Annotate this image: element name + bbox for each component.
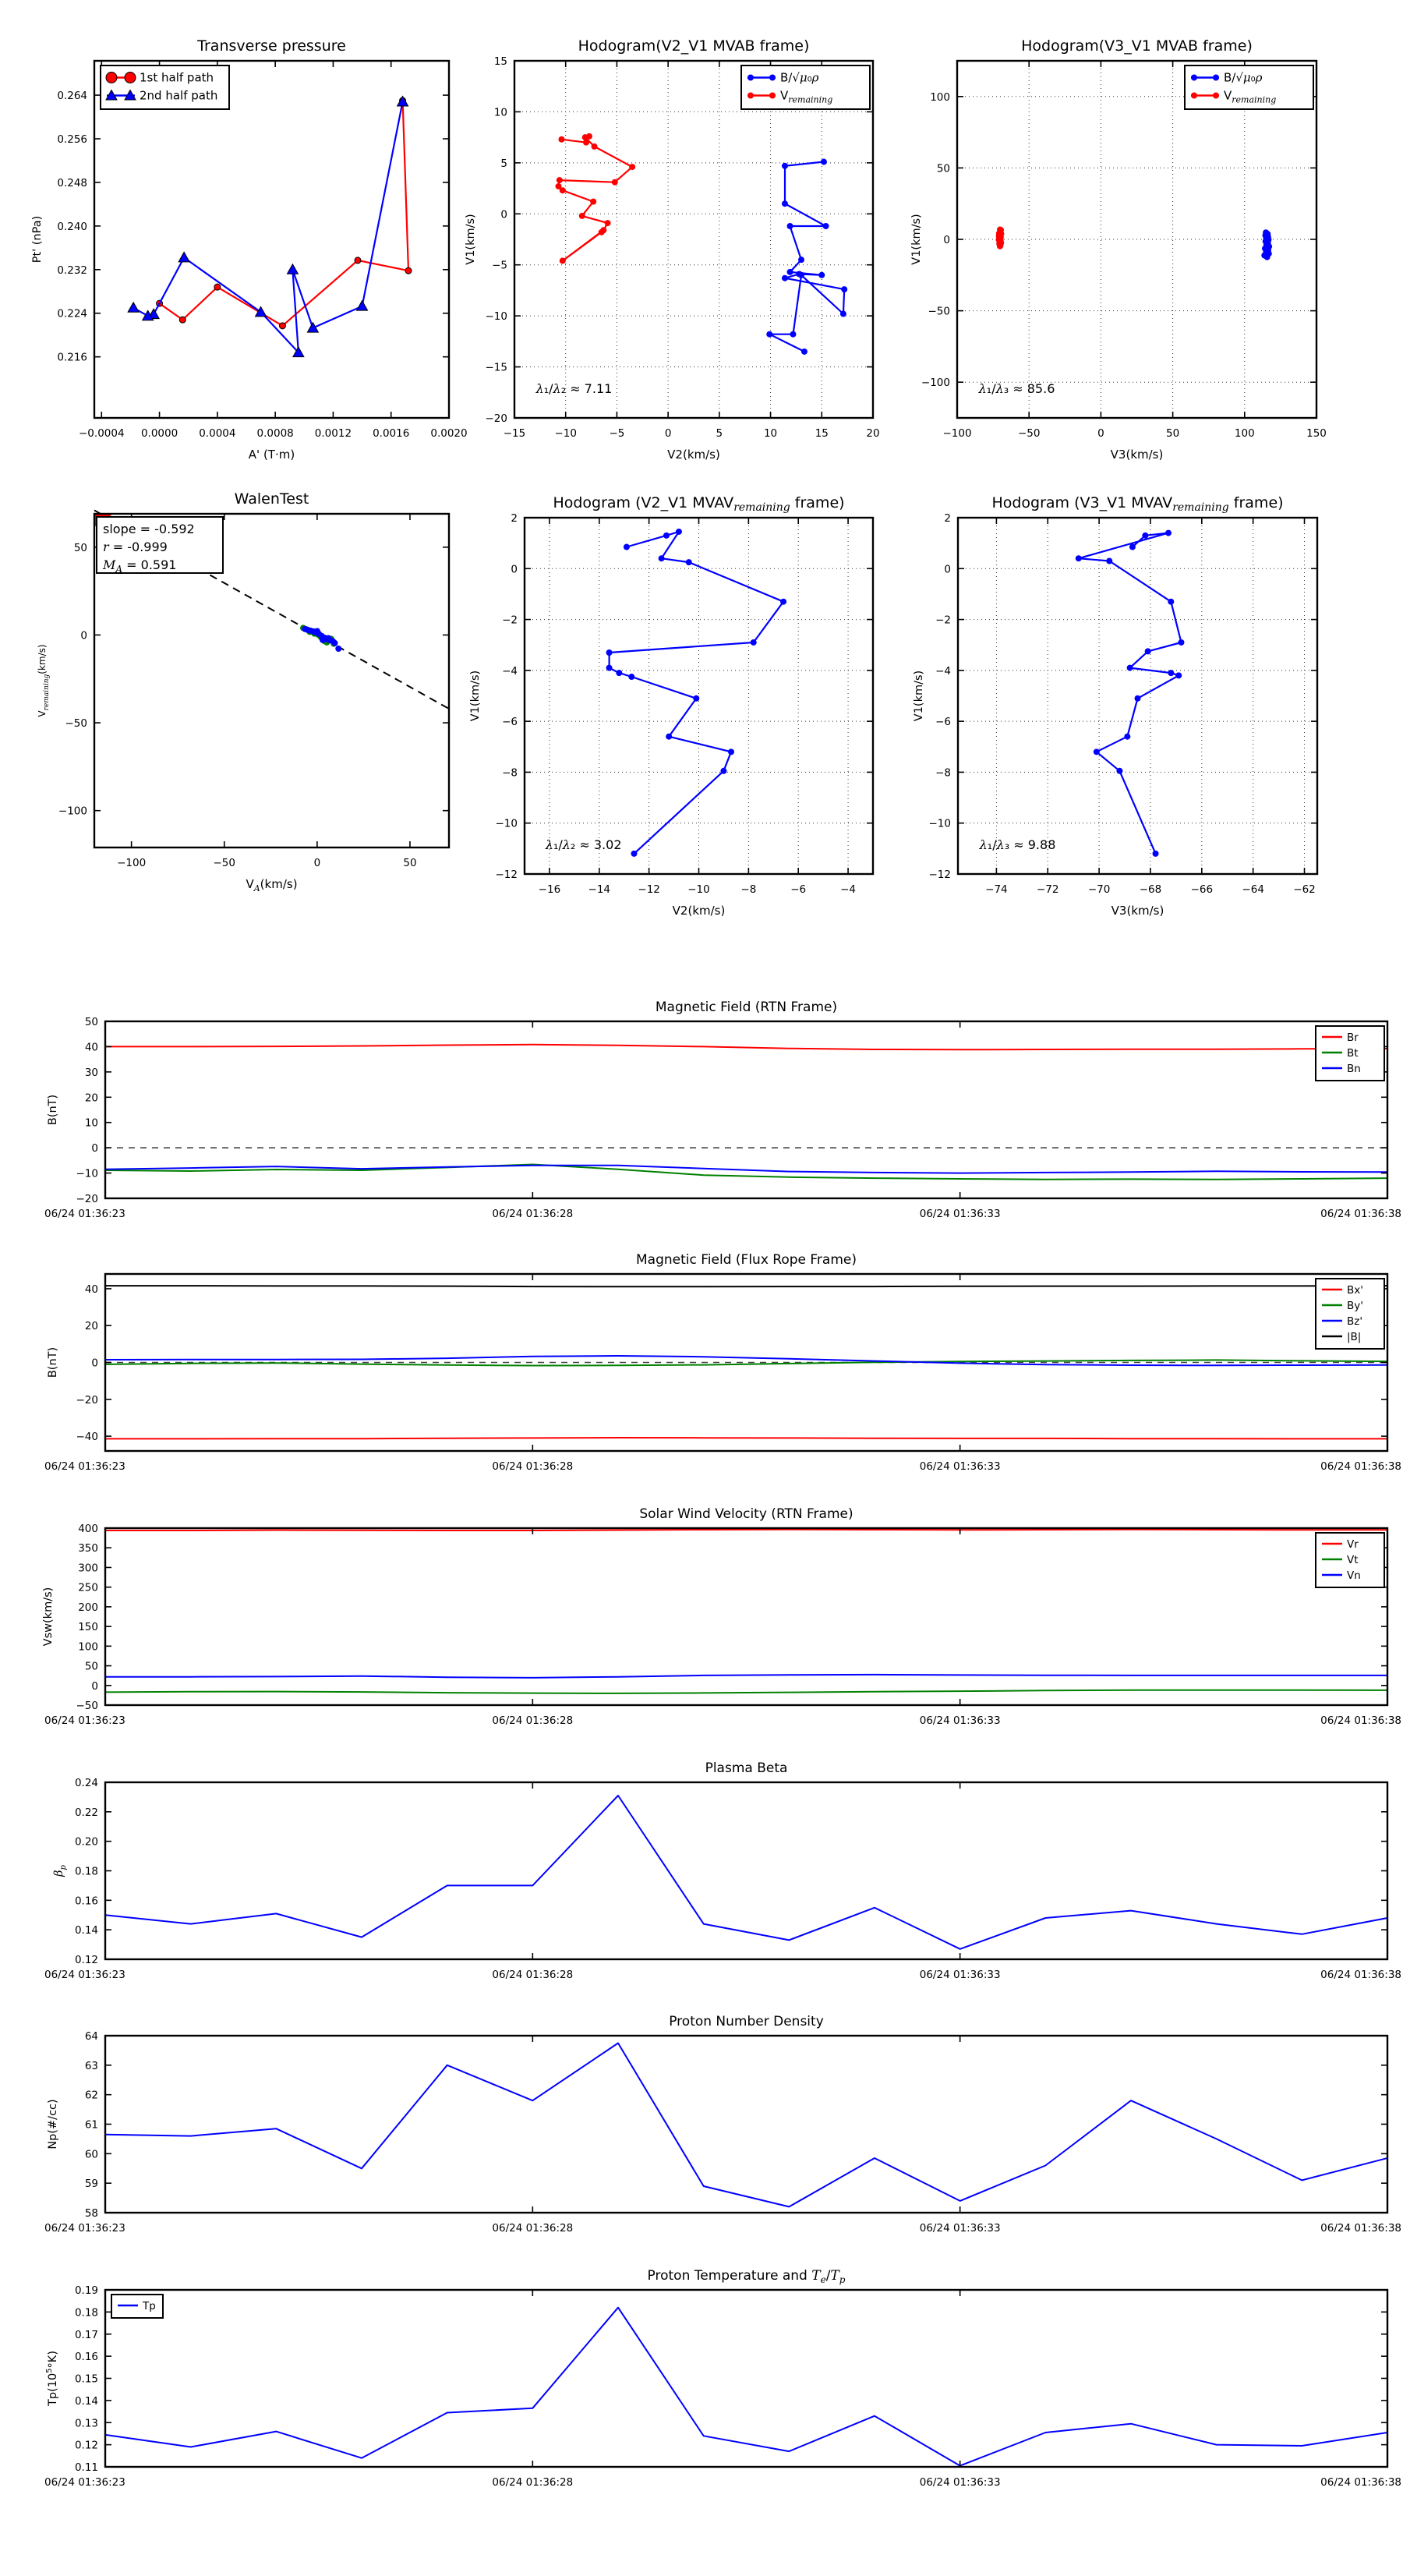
magnetic-flux-rope-legend-label: By' [1347, 1300, 1363, 1312]
walen-test-ylabel: $V_{remaining}(km/s)$ [37, 644, 51, 717]
hodogram-v3v1-mvab-legend-label: $V_{remaining}$ [1224, 88, 1277, 105]
magnetic-rtn-ytick: 40 [84, 1041, 98, 1054]
proton-temperature-ytick: 0.12 [74, 2439, 98, 2452]
solar-wind-velocity-xtick: 06/24 01:36:23 [44, 1714, 125, 1727]
magnetic-rtn-legend-label: Bt [1347, 1047, 1359, 1060]
walen-test-ytick: −100 [58, 805, 87, 818]
solar-wind-velocity-xtick: 06/24 01:36:28 [492, 1714, 574, 1727]
proton-temperature-ytick: 0.18 [74, 2306, 98, 2319]
walen-test-xtick: −50 [213, 857, 236, 869]
magnetic-flux-rope-ytick: 20 [84, 1320, 98, 1333]
hodogram-v2v1-mvab-xlabel: V2(km/s) [667, 448, 720, 462]
chart-hodogram-v2v1-mvab [465, 37, 880, 462]
hodogram-v3v1-mvab-series-b-sqrt-mu0-rho- [1261, 229, 1272, 260]
hodogram-v2v1-mvab-xtick: 0 [664, 427, 672, 440]
solar-wind-velocity-ylabel: Vsw(km/s) [42, 1587, 55, 1647]
magnetic-rtn-xtick: 06/24 01:36:33 [919, 1208, 1001, 1220]
hodogram-v2v1-mvav-annotation: λ₁/λ₂ ≈ 3.02 [545, 837, 622, 853]
hodogram-v2v1-mvab-series-b-sqrt-mu0-rho- [766, 159, 847, 355]
proton-density-xtick: 06/24 01:36:28 [492, 2222, 574, 2235]
walen-test-xtick: 0 [313, 857, 321, 869]
chart-proton-temperature [44, 2268, 1401, 2489]
magnetic-flux-rope-legend-label: Bx' [1347, 1284, 1363, 1297]
solar-wind-velocity-ytick: 150 [78, 1621, 98, 1634]
walen-test-xtick: −100 [117, 857, 147, 869]
transverse-pressure-ytick: 0.224 [57, 307, 87, 320]
hodogram-v2v1-mvab-ylabel: V1(km/s) [465, 214, 477, 265]
proton-density-series-np [105, 2043, 1387, 2207]
walen-test-stats-box [97, 517, 223, 575]
transverse-pressure-xtick: 0.0016 [373, 427, 410, 440]
magnetic-flux-rope-title: Magnetic Field (Flux Rope Frame) [636, 1252, 857, 1268]
hodogram-v2v1-mvav-xtick: −10 [687, 883, 710, 896]
hodogram-v2v1-mvab-legend-label: B/√μ₀ρ [780, 70, 819, 85]
hodogram-v2v1-mvab-xtick: 5 [716, 427, 723, 440]
hodogram-v3v1-mvab-ytick: −100 [921, 377, 950, 390]
proton-density-ytick: 62 [84, 2089, 98, 2102]
magnetic-rtn-ytick: 10 [84, 1116, 98, 1130]
magnetic-flux-rope-xtick: 06/24 01:36:33 [919, 1460, 1001, 1473]
solar-wind-velocity-title: Solar Wind Velocity (RTN Frame) [639, 1506, 853, 1522]
hodogram-v2v1-mvab-ytick: −10 [485, 310, 507, 324]
chart-plasma-beta [44, 1760, 1401, 1981]
proton-density-xtick: 06/24 01:36:33 [919, 2222, 1001, 2235]
solar-wind-velocity-legend-label: Vr [1347, 1538, 1359, 1551]
magnetic-rtn-xtick: 06/24 01:36:38 [1320, 1208, 1401, 1220]
hodogram-v2v1-mvab-xtick: −15 [503, 427, 526, 440]
hodogram-v3v1-mvab-series-v-remaining [995, 227, 1004, 249]
chart-walen-test [37, 490, 449, 893]
proton-temperature-ytick: 0.19 [74, 2284, 98, 2297]
hodogram-v3v1-mvav-xlabel: V3(km/s) [1111, 904, 1164, 918]
walen-test-ytick: 0 [80, 629, 87, 642]
chart-magnetic-flux-rope [44, 1252, 1401, 1473]
solar-wind-velocity-ytick: 200 [78, 1601, 98, 1614]
solar-wind-velocity-xtick: 06/24 01:36:33 [919, 1714, 1001, 1727]
magnetic-rtn-ytick: 30 [84, 1066, 98, 1079]
hodogram-v3v1-mvab-annotation: λ₁/λ₃ ≈ 85.6 [978, 380, 1055, 396]
hodogram-v3v1-mvab-xlabel: V3(km/s) [1110, 448, 1164, 462]
chart-transverse-pressure [31, 37, 468, 462]
transverse-pressure-title: Transverse pressure [197, 37, 346, 55]
hodogram-v3v1-mvav-xtick: −70 [1087, 883, 1111, 896]
hodogram-v2v1-mvav-ytick: −8 [502, 766, 518, 780]
proton-temperature-ylabel: $Tp(10^5^\circ K)$ [45, 2351, 59, 2406]
hodogram-v3v1-mvav-annotation: λ₁/λ₃ ≈ 9.88 [979, 837, 1056, 853]
transverse-pressure-xtick: 0.0004 [199, 427, 236, 440]
magnetic-flux-rope-legend-label: |B| [1347, 1331, 1362, 1343]
hodogram-v2v1-mvav-ytick: −10 [495, 817, 518, 830]
magnetic-rtn-legend [1316, 1026, 1384, 1081]
hodogram-v3v1-mvav-ytick: −10 [928, 817, 951, 830]
solar-wind-velocity-ytick: 350 [78, 1542, 98, 1555]
proton-density-xtick: 06/24 01:36:38 [1320, 2222, 1401, 2235]
hodogram-v3v1-mvab-xtick: −50 [1017, 427, 1041, 440]
hodogram-v2v1-mvab-xtick: 20 [866, 427, 880, 440]
proton-density-title: Proton Number Density [669, 2014, 824, 2029]
transverse-pressure-legend-label: 1st half path [140, 70, 214, 85]
hodogram-v3v1-mvav-title: Hodogram (V3_V1 $MVAV_{remaining}$ frame) [991, 494, 1284, 514]
hodogram-v2v1-mvav-xtick: −6 [790, 883, 807, 896]
proton-temperature-legend-label: Tp [143, 2300, 156, 2312]
hodogram-v3v1-mvav-xtick: −66 [1190, 883, 1214, 896]
magnetic-rtn-ylabel: B(nT) [47, 1094, 59, 1126]
hodogram-v3v1-mvav-xtick: −62 [1293, 883, 1316, 896]
proton-density-ytick: 64 [84, 2030, 98, 2043]
chart-hodogram-v3v1-mvav [913, 494, 1317, 918]
transverse-pressure-ytick: 0.264 [57, 90, 87, 103]
proton-density-ytick: 63 [84, 2059, 98, 2072]
hodogram-v3v1-mvab-ytick: −50 [928, 305, 950, 318]
solar-wind-velocity-legend-label: Vt [1347, 1554, 1359, 1566]
plasma-beta-series-beta-p [105, 1796, 1387, 1949]
magnetic-rtn-ytick: 20 [84, 1092, 98, 1105]
plasma-beta-title: Plasma Beta [705, 1760, 788, 1776]
solar-wind-velocity-series-vn [105, 1675, 1387, 1678]
magnetic-flux-rope-ytick: −40 [76, 1431, 98, 1444]
hodogram-v2v1-mvab-xtick: −10 [554, 427, 577, 440]
magnetic-rtn-ytick: 0 [91, 1142, 98, 1155]
magnetic-flux-rope-ytick: 0 [91, 1357, 98, 1370]
hodogram-v3v1-mvav-xtick: −74 [985, 883, 1008, 896]
hodogram-v2v1-mvav-ytick: 0 [511, 563, 518, 576]
proton-temperature-xtick: 06/24 01:36:28 [492, 2476, 574, 2489]
chart-hodogram-v2v1-mvav [469, 494, 873, 918]
proton-temperature-ytick: 0.11 [74, 2461, 98, 2474]
solar-wind-velocity-xtick: 06/24 01:36:38 [1320, 1714, 1401, 1727]
plasma-beta-ytick: 0.16 [74, 1895, 98, 1908]
chart-hodogram-v3v1-mvab [910, 37, 1327, 462]
hodogram-v3v1-mvab-xtick: 100 [1234, 427, 1255, 440]
magnetic-rtn-xtick: 06/24 01:36:28 [492, 1208, 574, 1220]
proton-temperature-ytick: 0.17 [74, 2328, 98, 2341]
hodogram-v2v1-mvab-ytick: 5 [500, 157, 507, 170]
plasma-beta-ytick: 0.14 [74, 1924, 98, 1937]
solar-wind-velocity-ytick: 100 [78, 1640, 98, 1654]
solar-wind-velocity-ytick: 300 [78, 1562, 98, 1575]
hodogram-v3v1-mvav-ytick: −2 [935, 614, 951, 627]
hodogram-v2v1-mvav-xtick: −16 [538, 883, 561, 896]
solar-wind-velocity-legend [1316, 1533, 1384, 1587]
transverse-pressure-series-1st-half-path [157, 97, 412, 329]
plasma-beta-xtick: 06/24 01:36:38 [1320, 1969, 1401, 1981]
hodogram-v2v1-mvab-xtick: −5 [609, 427, 625, 440]
plasma-beta-ytick: 0.18 [74, 1865, 98, 1878]
chart-proton-density [44, 2014, 1401, 2235]
hodogram-v3v1-mvav-ytick: 0 [944, 563, 951, 576]
transverse-pressure-xlabel: A' (T·m) [248, 448, 295, 462]
plasma-beta-xtick: 06/24 01:36:33 [919, 1969, 1001, 1981]
hodogram-v3v1-mvav-xtick: −72 [1037, 883, 1059, 896]
magnetic-flux-rope-ytick: 40 [84, 1283, 98, 1296]
proton-density-ylabel: Np(#/cc) [47, 2099, 59, 2150]
hodogram-v2v1-mvav-ytick: −12 [495, 869, 518, 881]
proton-density-ytick: 61 [84, 2118, 98, 2132]
magnetic-rtn-ytick: −20 [76, 1193, 98, 1205]
hodogram-v2v1-mvav-xtick: −4 [840, 883, 857, 896]
magnetic-rtn-ytick: −10 [76, 1167, 98, 1180]
plasma-beta-ytick: 0.22 [74, 1806, 98, 1819]
magnetic-rtn-title: Magnetic Field (RTN Frame) [655, 1000, 838, 1015]
magnetic-flux-rope-ytick: −20 [76, 1393, 98, 1407]
magnetic-flux-rope-xtick: 06/24 01:36:28 [492, 1460, 574, 1473]
proton-temperature-ytick: 0.16 [74, 2351, 98, 2364]
proton-temperature-xtick: 06/24 01:36:38 [1320, 2476, 1401, 2489]
hodogram-v3v1-mvab-ytick: 0 [943, 234, 950, 246]
hodogram-v2v1-mvav-series-b-hodogram [606, 529, 787, 857]
solar-wind-velocity-ytick: −50 [76, 1700, 98, 1712]
magnetic-rtn-legend-label: Br [1347, 1031, 1359, 1044]
plasma-beta-ylabel: $\beta_p$ [53, 1865, 68, 1877]
plasma-beta-xtick: 06/24 01:36:23 [44, 1969, 125, 1981]
hodogram-v2v1-mvav-xtick: −12 [638, 883, 660, 896]
hodogram-v2v1-mvav-ylabel: V1(km/s) [469, 670, 482, 722]
magnetic-rtn-series-br [105, 1045, 1387, 1050]
transverse-pressure-xtick: 0.0008 [256, 427, 294, 440]
proton-density-ytick: 58 [84, 2207, 98, 2220]
magnetic-flux-rope-legend [1316, 1279, 1384, 1349]
hodogram-v2v1-mvav-xtick: −8 [740, 883, 757, 896]
magnetic-flux-rope-legend-label: Bz' [1347, 1315, 1363, 1328]
hodogram-v3v1-mvab-title: Hodogram(V3_V1 MVAB frame) [1021, 37, 1253, 55]
solar-wind-velocity-legend-label: Vn [1347, 1569, 1361, 1582]
hodogram-v2v1-mvab-xtick: 15 [815, 427, 829, 440]
magnetic-flux-rope-ylabel: B(nT) [47, 1346, 59, 1378]
transverse-pressure-ylabel: Pt' (nPa) [31, 215, 44, 264]
walen-test-ytick: −50 [65, 717, 87, 731]
hodogram-v2v1-mvav-ytick: −4 [502, 664, 518, 678]
hodogram-v2v1-mvab-ytick: −20 [485, 412, 507, 425]
solar-wind-velocity-ytick: 250 [78, 1581, 98, 1594]
walen-test-series-blue-points [302, 626, 341, 652]
proton-density-xtick: 06/24 01:36:23 [44, 2222, 125, 2235]
hodogram-v2v1-mvav-ytick: 2 [511, 512, 518, 525]
transverse-pressure-ytick: 0.240 [57, 220, 87, 233]
proton-temperature-ytick: 0.15 [74, 2373, 98, 2386]
plasma-beta-xtick: 06/24 01:36:28 [492, 1969, 574, 1981]
hodogram-v3v1-mvav-xtick: −64 [1242, 883, 1264, 896]
hodogram-v2v1-mvab-legend [741, 65, 870, 109]
plasma-beta-ytick: 0.20 [74, 1835, 98, 1849]
hodogram-v3v1-mvav-ylabel: V1(km/s) [913, 670, 925, 722]
hodogram-v2v1-mvav-xtick: −14 [588, 883, 611, 896]
proton-temperature-title: Proton Temperature and $T_e/T_p$ [647, 2268, 846, 2285]
proton-temperature-xtick: 06/24 01:36:23 [44, 2476, 125, 2489]
transverse-pressure-xtick: 0.0012 [314, 427, 352, 440]
hodogram-v2v1-mvab-ytick: −15 [485, 361, 507, 374]
hodogram-v2v1-mvav-xlabel: V2(km/s) [672, 904, 726, 918]
hodogram-v3v1-mvab-xtick: −100 [942, 427, 972, 440]
hodogram-v3v1-mvav-xtick: −68 [1139, 883, 1162, 896]
hodogram-v2v1-mvav-ytick: −6 [502, 716, 518, 729]
hodogram-v2v1-mvab-xtick: 10 [763, 427, 778, 440]
solar-wind-velocity-ytick: 0 [91, 1679, 98, 1693]
hodogram-v2v1-mvab-series-v-remaining [556, 133, 636, 264]
magnetic-flux-rope-xtick: 06/24 01:36:38 [1320, 1460, 1401, 1473]
hodogram-v2v1-mvab-ytick: 0 [500, 208, 507, 221]
solar-wind-velocity-ytick: 400 [78, 1523, 98, 1535]
walen-test-xlabel: $V_A(km/s)$ [246, 877, 298, 893]
hodogram-v3v1-mvav-ytick: −12 [928, 869, 951, 881]
hodogram-v3v1-mvab-ylabel: V1(km/s) [910, 214, 923, 265]
hodogram-v3v1-mvab-legend [1185, 65, 1313, 109]
magnetic-rtn-ytick: 50 [84, 1016, 98, 1028]
transverse-pressure-xtick: 0.0020 [430, 427, 468, 440]
hodogram-v3v1-mvav-ytick: −6 [935, 716, 951, 729]
hodogram-v3v1-mvav-ytick: −8 [935, 766, 951, 780]
hodogram-v3v1-mvab-xtick: 50 [1166, 427, 1180, 440]
transverse-pressure-legend-label: 2nd half path [140, 88, 218, 103]
transverse-pressure-xtick: −0.0004 [79, 427, 125, 440]
hodogram-v3v1-mvab-ytick: 100 [930, 90, 950, 104]
hodogram-v3v1-mvab-ytick: 50 [936, 162, 950, 175]
transverse-pressure-xtick: 0.0000 [140, 427, 178, 440]
walen-test-ytick: 50 [73, 541, 87, 554]
walen-test-xtick: 50 [403, 857, 417, 869]
solar-wind-velocity-series-vt [105, 1690, 1387, 1693]
hodogram-v2v1-mvab-title: Hodogram(V2_V1 MVAB frame) [578, 37, 810, 55]
hodogram-v2v1-mvab-legend-label: $V_{remaining}$ [780, 88, 833, 105]
proton-temperature-xtick: 06/24 01:36:33 [919, 2476, 1001, 2489]
proton-temperature-ytick: 0.14 [74, 2394, 98, 2408]
transverse-pressure-ytick: 0.256 [57, 133, 87, 146]
chart-solar-wind-velocity [42, 1506, 1401, 1727]
transverse-pressure-ytick: 0.216 [57, 351, 87, 364]
hodogram-v2v1-mvab-annotation: λ₁/λ₂ ≈ 7.11 [535, 380, 613, 396]
magnetic-rtn-xtick: 06/24 01:36:23 [44, 1208, 125, 1220]
hodogram-v3v1-mvav-ytick: −4 [935, 664, 951, 678]
hodogram-v2v1-mvab-ytick: 10 [493, 106, 507, 119]
hodogram-v2v1-mvab-ytick: 15 [493, 55, 507, 68]
walen-test-title: WalenTest [234, 490, 309, 508]
plasma-beta-ytick: 0.12 [74, 1954, 98, 1966]
proton-temperature-ytick: 0.13 [74, 2417, 98, 2430]
hodogram-v3v1-mvav-series-b-hodogram [1076, 530, 1185, 857]
hodogram-v3v1-mvav-ytick: 2 [944, 512, 951, 525]
hodogram-v3v1-mvab-xtick: 150 [1306, 427, 1327, 440]
walen-test-stats-line: $M_A = 0.591$ [103, 557, 177, 575]
walen-test-stats-line: r = -0.999 [103, 540, 168, 554]
transverse-pressure-legend [101, 65, 229, 109]
proton-temperature-legend [111, 2295, 163, 2318]
plasma-beta-ytick: 0.24 [74, 1777, 98, 1789]
hodogram-v3v1-mvab-legend-label: B/√μ₀ρ [1224, 70, 1263, 85]
transverse-pressure-ytick: 0.248 [57, 176, 87, 189]
walen-test-stats-line: slope = -0.592 [103, 522, 195, 536]
chart-magnetic-rtn [44, 1000, 1401, 1220]
hodogram-v2v1-mvav-title: Hodogram (V2_V1 $MVAV_{remaining}$ frame) [553, 494, 845, 514]
magnetic-flux-rope-xtick: 06/24 01:36:23 [44, 1460, 125, 1473]
proton-density-ytick: 59 [84, 2178, 98, 2191]
magnetic-rtn-legend-label: Bn [1347, 1063, 1361, 1075]
hodogram-v2v1-mvav-ytick: −2 [502, 614, 518, 627]
solar-wind-velocity-ytick: 50 [84, 1660, 98, 1673]
hodogram-v3v1-mvab-xtick: 0 [1097, 427, 1104, 440]
hodogram-v2v1-mvab-ytick: −5 [492, 259, 507, 272]
transverse-pressure-ytick: 0.232 [57, 264, 87, 277]
proton-density-ytick: 60 [84, 2148, 98, 2161]
proton-temperature-series-tp [105, 2308, 1387, 2466]
